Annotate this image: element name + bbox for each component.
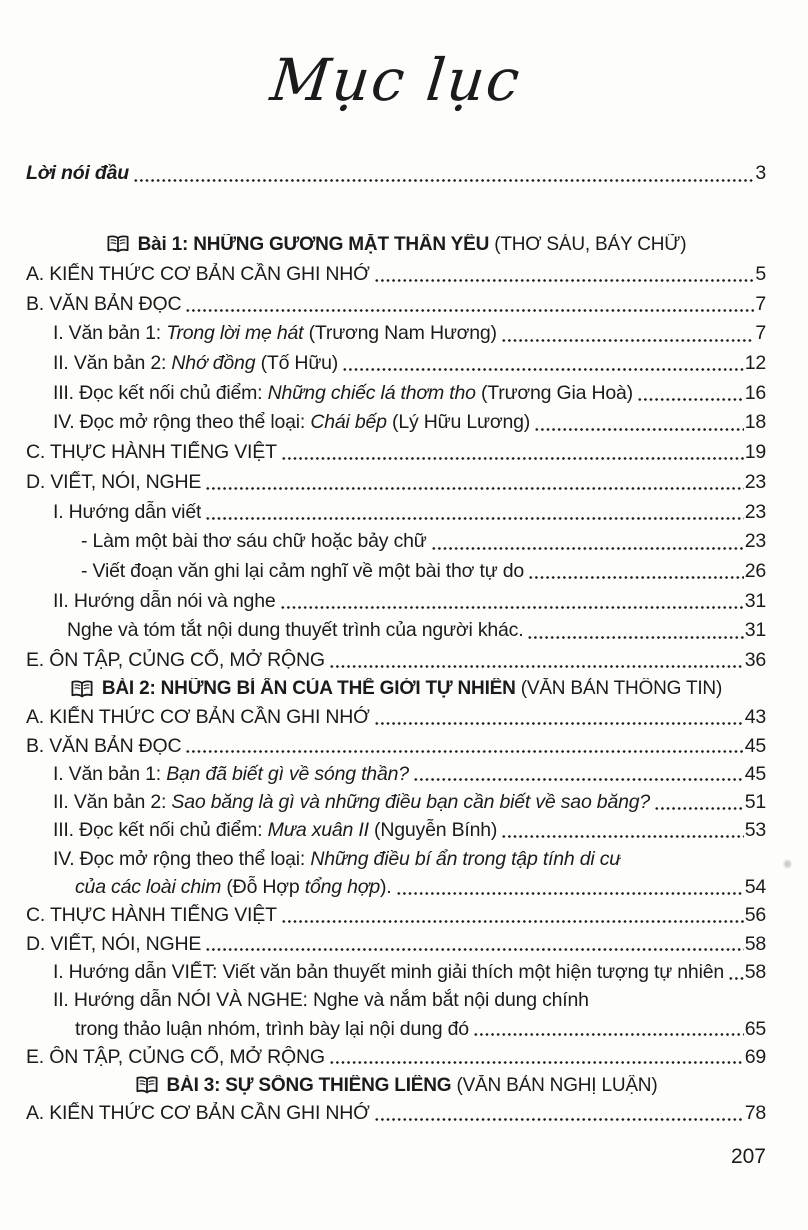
dot-leader — [280, 605, 744, 610]
dot-leader — [396, 891, 744, 896]
page-number: 12 — [744, 352, 766, 375]
entry-text-part: IV. Đọc mở rộng theo thể loại: — [53, 411, 311, 434]
entry-text-part: A. KIẾN THỨC CƠ BẢN CẦN GHI NHỚ — [26, 263, 370, 286]
toc-entry — [26, 732, 766, 760]
toc-entry — [26, 646, 766, 676]
entry-text-part: III. Đọc kết nối chủ điểm: — [53, 381, 268, 404]
dot-leader — [654, 806, 744, 811]
toc-entry — [26, 349, 766, 379]
toc-entry — [26, 497, 766, 527]
entry-text-part: (VĂN BẢN NGHỊ LUẬN) — [451, 1074, 658, 1096]
entry-text-part: E. ÔN TẬP, CỦNG CỐ, MỞ RỘNG — [26, 1045, 325, 1068]
page-number: 23 — [744, 500, 766, 523]
toc-entry — [26, 527, 766, 557]
entry-text-part: Chái bếp — [310, 411, 393, 434]
entry-text-part: IV. Đọc mở rộng theo thể loại: — [53, 847, 311, 870]
entry-text-part: I. Văn bản 1: — [53, 762, 167, 785]
toc-entry — [26, 557, 766, 587]
entry-label — [81, 530, 427, 553]
entry-text-part: I. Hướng dẫn VIẾT: Viết văn bản thuyết minh giải thích một hiện tượng tự nhiên — [53, 960, 724, 983]
page-number: 45 — [744, 734, 766, 757]
page-number: 31 — [744, 619, 766, 642]
entry-text-part: BÀI 2: NHỮNG BÍ ẨN CỦA THẾ GIỚI TỰ NHIÊN — [101, 678, 516, 700]
entry-label — [53, 590, 276, 613]
dot-leader — [329, 664, 744, 669]
entry-text-part: Những điều bí ẩn trong tập tính di cư — [310, 847, 622, 870]
entry-label — [53, 848, 621, 871]
entry-label — [26, 162, 129, 185]
toc-entry — [26, 289, 766, 319]
toc-entry — [26, 704, 766, 732]
toc-entry — [26, 817, 766, 845]
toc-entry — [26, 788, 766, 816]
entry-text-part: tổng hợp — [304, 876, 381, 899]
dot-leader — [329, 1060, 744, 1065]
entry-text-part: Bài 1: NHỮNG GƯƠNG MẶT THÂN YÊU — [137, 233, 490, 255]
toc-entry — [26, 845, 766, 873]
toc-entry — [26, 760, 766, 788]
entry-text-part: C. THỰC HÀNH TIẾNG VIỆT — [26, 904, 277, 927]
entry-text-part: BÀI 3: SỰ SỐNG THIÊNG LIÊNG — [166, 1074, 452, 1096]
toc-entry — [26, 319, 766, 349]
entry-label — [26, 293, 181, 316]
entry-text-part: - Làm một bài thơ sáu chữ hoặc bảy chữ — [81, 530, 427, 553]
page-number: 16 — [744, 381, 766, 404]
entry-text-part: (Trương Gia Hoà) — [481, 381, 633, 404]
toc-entry — [26, 438, 766, 468]
entry-label — [167, 1075, 658, 1097]
dot-leader — [728, 976, 744, 981]
entry-text-part: D. VIẾT, NÓI, NGHE — [26, 470, 202, 493]
entry-label — [26, 735, 181, 758]
entry-label — [26, 1102, 370, 1125]
page-number: 3 — [755, 162, 766, 185]
chapter-heading — [26, 1071, 766, 1099]
dot-leader — [374, 721, 744, 726]
toc-entry — [26, 378, 766, 408]
entry-label — [81, 560, 524, 583]
dot-leader — [185, 749, 743, 754]
chapter-heading — [26, 675, 766, 703]
page-number: 5 — [755, 263, 766, 286]
entry-label — [75, 1018, 469, 1041]
entry-text-part: trong thảo luận nhóm, trình bày lại nội dung đó — [75, 1017, 469, 1040]
open-book-icon — [135, 1076, 159, 1095]
entry-text-part: (THƠ SÁU, BẢY CHỮ) — [489, 233, 687, 255]
toc-entry — [26, 586, 766, 616]
entry-text-part: của các loài chim — [75, 876, 227, 899]
entry-label — [53, 763, 409, 786]
entry-text-part: Nghe và tóm tắt nội dung thuyết trình của người khác. — [67, 619, 524, 642]
entry-text-part: II. Văn bản 2: — [53, 352, 172, 375]
entry-label — [53, 961, 724, 984]
dot-leader — [281, 456, 744, 461]
entry-text-part: (Trương Nam Hương) — [308, 322, 497, 345]
entry-label — [53, 989, 589, 1012]
entry-label — [26, 471, 201, 494]
entry-text-part: E. ÔN TẬP, CỦNG CỐ, MỞ RỘNG — [26, 648, 325, 671]
dot-leader — [342, 367, 744, 372]
dot-leader — [205, 516, 744, 521]
open-book-icon — [106, 235, 130, 254]
entry-label — [26, 649, 325, 672]
toc-entry — [26, 408, 766, 438]
entry-text-part: Bạn đã biết gì về sóng thần? — [166, 762, 409, 785]
dot-leader — [431, 546, 744, 551]
entry-text-part: A. KIẾN THỨC CƠ BẢN CẦN GHI NHỚ — [26, 706, 370, 729]
entry-label — [26, 441, 277, 464]
folio-page-number: 207 — [730, 1145, 766, 1169]
entry-label — [67, 619, 523, 642]
entry-text-part: I. Hướng dẫn viết — [53, 500, 202, 523]
entry-text-part: C. THỰC HÀNH TIẾNG VIỆT — [26, 441, 277, 464]
entry-text-part: A. KIẾN THỨC CƠ BẢN CẦN GHI NHỚ — [26, 1102, 370, 1125]
entry-label — [26, 1046, 325, 1069]
entry-label — [53, 819, 497, 842]
dot-leader — [501, 338, 754, 343]
dot-leader — [133, 178, 754, 183]
page-number: 65 — [744, 1017, 766, 1040]
page-number: 18 — [744, 411, 766, 434]
toc-block-1 — [26, 159, 766, 675]
entry-text-part: - Viết đoạn văn ghi lại cảm nghĩ về một bài thơ tự do — [81, 559, 525, 582]
dot-leader — [528, 575, 744, 580]
entry-label — [26, 904, 277, 927]
dot-leader — [637, 397, 744, 402]
toc-entry — [26, 260, 766, 290]
dot-leader — [185, 308, 754, 313]
entry-label — [53, 382, 633, 405]
entry-text-part: (Tố Hữu) — [260, 352, 339, 375]
entry-label — [53, 352, 338, 375]
toc-entry — [26, 467, 766, 497]
page-number: 7 — [755, 322, 766, 345]
entry-text-part: D. VIẾT, NÓI, NGHE — [26, 932, 202, 955]
dot-leader — [501, 834, 744, 839]
scanned-toc-page — [0, 30, 808, 1230]
entry-label — [75, 876, 392, 899]
page-number: 7 — [755, 292, 766, 315]
entry-text-part: Những chiếc lá thơm tho — [267, 381, 481, 404]
toc-entry — [26, 1100, 766, 1128]
entry-text-part: ). — [380, 876, 392, 899]
entry-label — [138, 234, 687, 256]
page-number: 54 — [744, 876, 766, 899]
entry-label — [53, 791, 650, 814]
dot-leader — [374, 1117, 744, 1122]
page-number: 78 — [744, 1102, 766, 1125]
dot-leader — [281, 919, 744, 924]
entry-text-part: III. Đọc kết nối chủ điểm: — [53, 819, 268, 842]
entry-text-part: Mưa xuân II — [267, 819, 375, 842]
page-title: Mục lục — [267, 46, 525, 114]
scan-artifact — [783, 858, 792, 870]
dot-leader — [473, 1032, 744, 1037]
toc-entry — [26, 159, 766, 189]
toc-entry — [26, 958, 766, 986]
toc-entry — [26, 616, 766, 646]
entry-text-part: II. Hướng dẫn nói và nghe — [53, 589, 276, 612]
entry-text-part: II. Hướng dẫn NÓI VÀ NGHE: Nghe và nắm bắt nội dung chính — [53, 989, 589, 1012]
entry-label — [53, 411, 530, 434]
page-number: 58 — [744, 932, 766, 955]
dot-leader — [534, 427, 744, 432]
entry-label — [26, 263, 370, 286]
dot-leader — [205, 486, 744, 491]
page-number: 43 — [744, 706, 766, 729]
entry-label — [26, 933, 201, 956]
chapter-heading — [26, 230, 766, 260]
entry-text-part: Trong lời mẹ hát — [166, 322, 309, 345]
entry-text-part: Lời nói đầu — [26, 162, 129, 185]
toc-entry — [26, 930, 766, 958]
entry-text-part: B. VĂN BẢN ĐỌC — [26, 734, 182, 757]
open-book-icon — [70, 680, 94, 699]
page-number: 26 — [744, 559, 766, 582]
toc-entry — [26, 1043, 766, 1071]
entry-text-part: (Nguyễn Bính) — [374, 819, 498, 842]
toc-entry — [26, 1015, 766, 1043]
page-number: 36 — [744, 648, 766, 671]
page-number: 53 — [744, 819, 766, 842]
page-number: 31 — [744, 589, 766, 612]
dot-leader — [374, 278, 755, 283]
entry-text-part: II. Văn bản 2: — [53, 791, 172, 814]
entry-text-part: Sao băng là gì và những điều bạn cần biết về sao băng? — [171, 791, 651, 814]
dot-leader — [527, 635, 743, 640]
page-number: 69 — [744, 1045, 766, 1068]
entry-label — [102, 678, 722, 700]
toc-entry — [26, 987, 766, 1015]
dot-leader — [205, 947, 744, 952]
page-number: 51 — [744, 791, 766, 814]
entry-label — [53, 501, 201, 524]
entry-text-part: (VĂN BẢN THÔNG TIN) — [515, 678, 723, 700]
page-number: 56 — [744, 904, 766, 927]
entry-label — [26, 706, 370, 729]
entry-text-part: (Lý Hữu Lương) — [392, 411, 531, 434]
page-number: 23 — [744, 530, 766, 553]
page-number: 58 — [744, 960, 766, 983]
entry-text-part: I. Văn bản 1: — [53, 322, 167, 345]
page-number: 45 — [744, 762, 766, 785]
page-number: 19 — [744, 441, 766, 464]
page-number: 23 — [744, 470, 766, 493]
entry-text-part: B. VĂN BẢN ĐỌC — [26, 292, 182, 315]
entry-text-part: (Đỗ Hợp — [226, 876, 305, 899]
entry-text-part: Nhớ đồng — [171, 352, 261, 375]
toc-entry — [26, 873, 766, 901]
toc-block-2 — [26, 675, 766, 1128]
dot-leader — [413, 777, 744, 782]
entry-label — [53, 322, 497, 345]
toc-entry — [26, 902, 766, 930]
